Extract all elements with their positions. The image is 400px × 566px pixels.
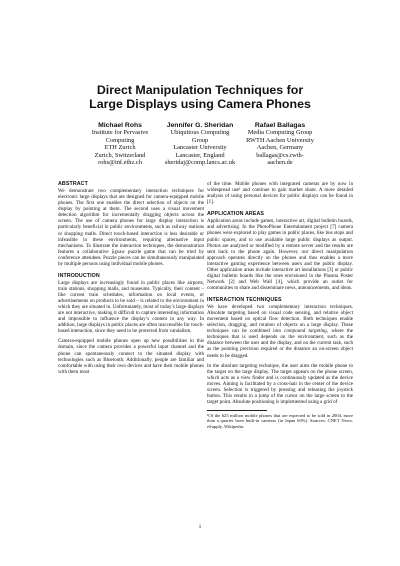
author-email: ballagas@cs.rwth- bbox=[256, 151, 304, 159]
author-affiliation: ETH Zurich bbox=[104, 144, 136, 152]
author-email: rohs@inf.ethz.ch bbox=[98, 159, 142, 167]
left-column bbox=[58, 181, 204, 379]
author-affiliation: Group bbox=[191, 136, 209, 144]
interaction-techniques-heading: INTERACTION TECHNIQUES bbox=[207, 296, 282, 303]
author-affiliation: Institute for Pervasive bbox=[91, 129, 149, 137]
abstract-text: We demonstrate two complementary interaction techniques for electronic large displays that are designed for camera-equipped mobile phones. The first one enables the direct selection of objects on the display by pointing at them. The second uses a visual movement detection algorithm for incrementally dragging objects across the screen. The use of camera phones for large display interaction is particularly beneficial in public environments, such as railway stations or shopping malls. Direct touch-based interaction is less desirable or infeasible in these environments, requiring alternative input mechanisms. To illustrate the interaction techniques, the demonstration features a collaborative jigsaw puzzle game that can be tried by conference attendees. Puzzle pieces can be simultaneously manipulated by multiple persons using individual mobile phones. bbox=[58, 188, 204, 267]
application-areas-paragraph: Application areas include games, interactive art, digital bulletin boards, and advertising. In the PhotoPhone Entertainment project [7] camera phones were explored to play games in public places, like bus stops and public spaces, and to use available large public displays as output. Photos are analyzed or modified by a remote server and the results are sent back to the phone again. However, our direct manipulation approach operates directly on the phones and thus enables a more interactive gaming experience between users and the public display. Other application areas include interactive art installations [3] or public digital bulletin boards like the ones envisioned in the Plasma Poster Network [2] and Web Wall [4], which provide an outlet for communities to share and disseminate news, announcements, and ideas. bbox=[207, 218, 353, 291]
interaction-techniques-paragraph bbox=[207, 304, 353, 358]
footnote-divider bbox=[207, 410, 267, 411]
author-affiliation: Media Computing Group bbox=[247, 129, 313, 137]
author-location: Zurich, Switzerland bbox=[94, 151, 146, 159]
author-location: Aachen, Germany bbox=[256, 144, 304, 152]
abstract-heading: ABSTRACT bbox=[58, 181, 88, 187]
author-affiliation: Lancaster University bbox=[173, 144, 227, 152]
author-email: aachen.de bbox=[267, 159, 293, 167]
right-column bbox=[207, 181, 353, 429]
paragraph-text: , where the techniques that is used depends on the environment, such as the distance between the user and the display, and on the current task, such as the pointing precision required or the distance an on-screen object needs to be dragged. bbox=[207, 328, 353, 359]
author-name: Rafael Ballagas bbox=[254, 122, 306, 129]
author-name: Jennifer G. Sheridan bbox=[166, 122, 234, 129]
footnote: ¹Of the 625 million mobile phones that are expected to be sold in 2004, more than a quarter have built-in cameras (in Japan 60%). Sources: CNET News, eSupply, Wikipedia. bbox=[207, 412, 353, 429]
author-email: sheridaj@comp.lancs.ac.uk bbox=[164, 159, 236, 167]
application-areas-heading: APPLICATION AREAS bbox=[207, 211, 265, 218]
body-paragraph: of the time. Mobile phones with integrated cameras are by now in widespread use¹ and continue to gain market share. A more detailed analysis of using personal devices for public displays can be found in [1]. bbox=[207, 181, 353, 206]
introduction-paragraph: Camera-equipped mobile phones open up new possibilities in this domain, since the camera provides a powerful input channel and the phone can spontaneously connect to the situated display with technologies such as Bluetooth. Additionally, people are familiar and comfortable with using their own devices and have their mobile phones with them most bbox=[58, 338, 204, 375]
author-affiliation: Ubiquitous Computing bbox=[170, 129, 230, 137]
paper-title-line-1: Direct Manipulation Techniques for bbox=[96, 83, 304, 97]
page-number: 1 bbox=[198, 524, 202, 530]
emphasized-term: compound targeting bbox=[284, 328, 327, 335]
introduction-heading: INTRODUCTION bbox=[58, 272, 100, 279]
author-affiliation: RWTH Aachen University bbox=[246, 136, 314, 144]
interaction-techniques-paragraph: In the absolute targeting technique, the user aims the mobile phone to the target on the large display. The target appears on the phone screen, which acts as a view finder and is continuously updated as the device moves. Aiming is facilitated by a cross-hair in the center of the device screen. Selection is triggered by pressing and releasing the joystick button. This results in a jump of the cursor on the large screen to the target point. Absolute positioning is implemented using a grid of bbox=[207, 362, 353, 405]
author-block bbox=[224, 122, 336, 166]
introduction-paragraph: Large displays are increasingly found in public places like airports, train stations, shopping malls, and museums. Typically, their content – like current train schedules, information on local events, or advertisements on products to be sold – is related to the environment in which they are situated in. Unfortunately, most of today’s large displays are not interactive, making it difficult to capture interesting information and impossible to influence the display’s content in any way. In addition, large displays in public places are often inaccessible for touch-based interaction, since they need to be protected from vandalism. bbox=[58, 280, 204, 335]
author-location: Lancaster, England bbox=[175, 151, 225, 159]
author-name: Michael Rohs bbox=[98, 122, 142, 129]
paragraph-text: We have developed two complementary interaction techniques. Absolute targeting based on visual code sensing, and relative object movement based on optical flow detection. Both techniques enable selection, dragging, and rotation of objects on a large display. These techniques can be combined into bbox=[207, 304, 353, 335]
author-affiliation: Computing bbox=[105, 136, 135, 144]
paper-title-line-2: Large Displays using Camera Phones bbox=[89, 97, 311, 111]
